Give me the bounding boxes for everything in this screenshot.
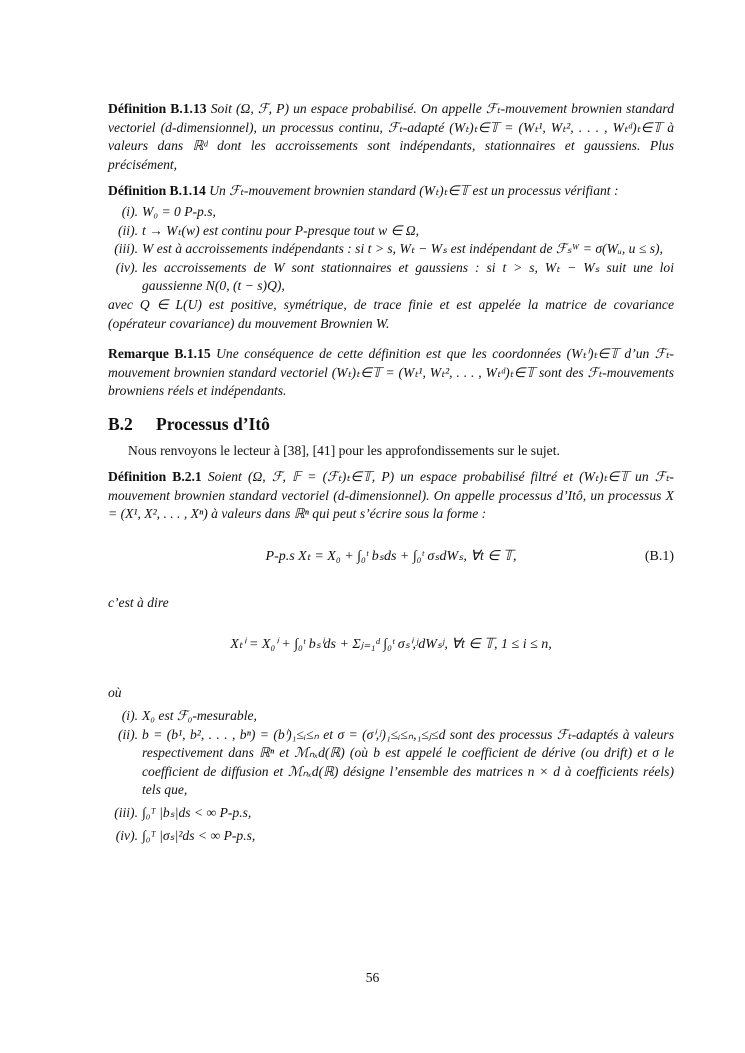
section-intro: Nous renvoyons le lecteur à [38], [41] pour les approfondissements sur le sujet. (128, 442, 560, 458)
list-item: (iii). W est à accroissements indépendants : si t > s, Wₜ − Wₛ est indépendant de ℱₛᵂ = σ(Wᵤ, u ≤ s), (114, 241, 663, 257)
definition-closing: avec Q ∈ L(U) est positive, symétrique, de trace finie et est appelée la matrice de covariance (opérateur covariance) du mouvement Brownien W. (108, 296, 674, 331)
section-title: Processus d’Itô (156, 413, 270, 434)
definition-text: Un ℱₜ-mouvement brownien standard (Wₜ)ₜ∈𝕋 est un processus vérifiant : (209, 183, 619, 199)
definition-label: Définition B.1.13 (108, 101, 207, 116)
remark-text: Une conséquence de cette définition est que les coordonnées (Wₜⁱ)ₜ∈𝕋 d’un ℱₜ-mouvement brownien standard vectoriel (Wₜ)ₜ∈𝕋 = (Wₜ¹, Wₜ², . . . , Wₜᵈ)ₜ∈𝕋 sont des ℱₜ-mouvements browniens réels et indépendants. (108, 346, 674, 399)
list-item: (ii). b = (b¹, b², . . . , bⁿ) = (bⁱ)₁≤ᵢ≤ₙ et σ = (σⁱ,ʲ)₁≤ᵢ≤ₙ,₁≤ⱼ≤d sont des processus ℱₜ-adaptés à valeurs respectivement dans ℝⁿ et ℳₙₓd(ℝ) (où b est appelé le coefficient de dérive (ou drift) et σ le coefficient de diffusion et ℳₙₓd(ℝ) désigne l’ensemble des matrices n × d à coefficients réels) tels que, (117, 726, 674, 798)
definition-b-1-13 (108, 100, 674, 174)
definition-b-1-14 (108, 182, 674, 201)
equation-tag: (B.1) (644, 548, 674, 564)
remark-b-1-15 (108, 345, 674, 401)
definition-label: Définition B.2.1 (108, 469, 202, 485)
list-item: (ii). t → Wₜ(w) est continu pour P-presque tout w ∈ Ω, (117, 222, 420, 238)
definition-b-2-1-list (108, 707, 674, 845)
equation-body: Xₜⁱ = X₀ⁱ + ∫₀ᵗ bₛⁱds + Σⱼ₌₁ᵈ ∫₀ᵗ σₛⁱ,ʲdWₛʲ, ∀t ∈ 𝕋, 1 ≤ i ≤ n, (230, 637, 552, 653)
definition-b-2-1 (108, 468, 674, 524)
list-item: (i). W₀ = 0 P-p.s, (121, 203, 216, 219)
list-item: (i). X₀ est ℱ₀-mesurable, (121, 708, 257, 724)
definition-b-1-14-list (108, 203, 674, 296)
list-item: (iii). ∫₀ᵀ |bₛ|ds < ∞ P-p.s, (114, 805, 252, 821)
section-number: B.2 (108, 413, 133, 434)
section-heading (108, 415, 674, 434)
remark-label: Remarque B.1.15 (108, 346, 211, 362)
equation-component (108, 618, 674, 678)
definition-text: Soient (Ω, ℱ, 𝔽 = (ℱₜ)ₜ∈𝕋, P) un espace probabilisé filtré et (Wₜ)ₜ∈𝕋 un ℱₜ-mouvement brownien standard vectoriel (d-dimensionnel). On appelle processus d’Itô, un processus X = (X¹, X², . . . , Xⁿ) à valeurs dans ℝⁿ qui peut s’écrire sous la forme : (108, 469, 674, 522)
definition-label: Définition B.1.14 (108, 183, 206, 199)
page-number: 56 (365, 970, 380, 985)
page-content (108, 100, 674, 845)
equation-b-1 (108, 530, 674, 588)
list-item: (iv). ∫₀ᵀ |σₛ|²ds < ∞ P-p.s, (115, 827, 256, 843)
list-item: (iv). les accroissements de W sont stationnaires et gaussiens : si t > s, Wₜ − Wₛ suit une loi gaussienne N(0, (t − s)Q), (115, 259, 674, 294)
definition-text: Soit (Ω, ℱ, P) un espace probabilisé. On appelle ℱₜ-mouvement brownien standard vectoriel (d-dimensionnel), un processus continu, ℱₜ-adapté (Wₜ)ₜ∈𝕋 = (Wₜ¹, Wₜ², . . . , Wₜᵈ)ₜ∈𝕋 à valeurs dans ℝᵈ dont les accroissements sont indépendants, stationnaires et gaussiens. Plus précisément, (108, 101, 674, 172)
ou: où (108, 685, 122, 701)
cest-a-dire: c’est à dire (108, 594, 169, 610)
equation-body: P-p.s Xₜ = X₀ + ∫₀ᵗ bₛds + ∫₀ᵗ σₛdWₛ, ∀t ∈ 𝕋, (265, 548, 517, 564)
